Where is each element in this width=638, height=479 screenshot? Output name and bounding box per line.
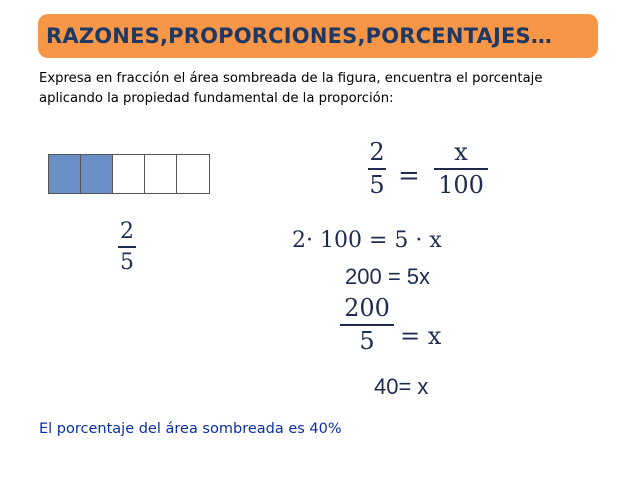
eq2-text: 2· 100 = 5 · x: [292, 228, 442, 253]
fraction-bar: [340, 324, 394, 326]
eq4-fraction: [340, 296, 394, 354]
eq4-rhs: = x: [400, 322, 442, 350]
figure-cell: [177, 155, 209, 193]
eq1-right-denominator: 100: [438, 171, 484, 200]
eq1-right-fraction: [434, 140, 488, 198]
left-fraction: [118, 220, 136, 274]
left-fraction-numerator: 2: [120, 219, 134, 244]
instructions-line-2: aplicando la propiedad fundamental de la proporción:: [39, 91, 394, 106]
eq3-text: 200 = 5x: [345, 264, 431, 289]
fraction-bar: [368, 168, 386, 170]
figure-cell: [113, 155, 145, 193]
eq5-text: 40= x: [374, 374, 429, 399]
fraction-bar: [118, 246, 136, 248]
figure-cell: [145, 155, 177, 193]
eq1-left-numerator: 2: [369, 138, 385, 166]
title-banner: [38, 14, 598, 58]
eq4-numerator: 200: [344, 294, 390, 322]
conclusion-text: El porcentaje del área sombreada es 40%: [39, 421, 342, 437]
page-title: RAZONES,PROPORCIONES,PORCENTAJES…: [46, 24, 553, 48]
eq4-denominator: 5: [359, 327, 375, 356]
fraction-bar: [434, 168, 488, 170]
eq1-right-numerator: x: [454, 138, 468, 166]
shaded-figure: [48, 154, 210, 194]
eq1-equals: =: [398, 161, 420, 191]
instructions-line-1: Expresa en fracción el área sombreada de la figura, encuentra el porcentaje: [39, 71, 543, 86]
figure-cell: [81, 155, 113, 193]
eq1-left-fraction: [368, 140, 386, 198]
figure-cell: [49, 155, 81, 193]
eq1-left-denominator: 5: [369, 171, 385, 200]
left-fraction-denominator: 5: [120, 250, 134, 276]
instructions: [39, 69, 619, 109]
